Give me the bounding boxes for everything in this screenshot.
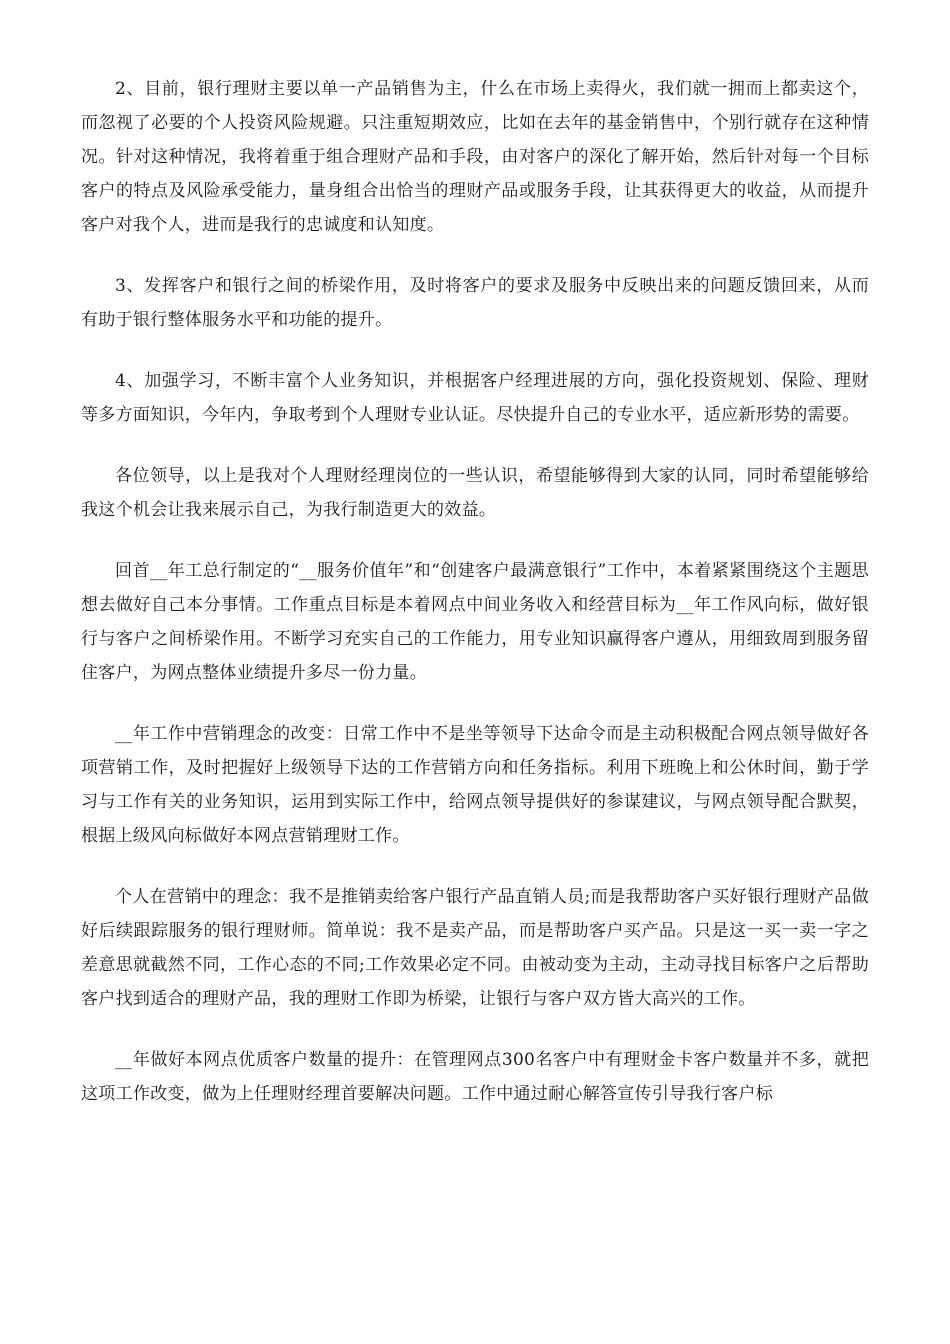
paragraph-closing-remarks: 各位领导，以上是我对个人理财经理岗位的一些认识，希望能够得到大家的认同，同时希望能够给我这个机会让我来展示自己，为我行制造更大的效益。	[81, 466, 869, 520]
paragraph-personal-marketing-concept: 个人在营销中的理念：我不是推销卖给客户银行产品直销人员;而是我帮助客户买好银行理财产品做好后续跟踪服务的银行理财师。简单说：我不是卖产品，而是帮助客户买产品。只是这一买一卖一字之差意思就截然不同，工作心态的不同;工作效果必定不同。由被动变为主动，主动寻找目标客户之后帮助客户找到适合的理财产品，我的理财工作即为桥梁，让银行与客户双方皆大高兴的工作。	[81, 887, 869, 1009]
paragraph-item-3: 3、发挥客户和银行之间的桥梁作用，及时将客户的要求及服务中反映出来的问题反馈回来，从而有助于银行整体服务水平和功能的提升。	[81, 276, 869, 330]
document-page	[81, 72, 869, 1138]
paragraph-item-2: 2、目前，银行理财主要以单一产品销售为主，什么在市场上卖得火，我们就一拥而上都卖这个，而忽视了必要的个人投资风险规避。只注重短期效应，比如在去年的基金销售中，个别行就存在这种情况。针对这种情况，我将着重于组合理财产品和手段，由对客户的深化了解开始，然后针对每一个目标客户的特点及风险承受能力，量身组合出恰当的理财产品或服务手段，让其获得更大的收益，从而提升客户对我个人，进而是我行的忠诚度和认知度。	[81, 79, 869, 235]
paragraph-review: 回首__年工总行制定的“__服务价值年”和“创建客户最满意银行”工作中，本着紧紧围绕这个主题思想去做好自己本分事情。工作重点目标是本着网点中间业务收入和经营目标为__年工作风向标，做好银行与客户之间桥梁作用。不断学习充实自己的工作能力，用专业知识赢得客户遵从，用细致周到服务留住客户，为网点整体业绩提升多尽一份力量。	[81, 561, 869, 683]
paragraph-item-4: 4、加强学习，不断丰富个人业务知识，并根据客户经理进展的方向，强化投资规划、保险、理财等多方面知识，今年内，争取考到个人理财专业认证。尽快提升自己的专业水平，适应新形势的需要。	[81, 371, 869, 425]
paragraph-marketing-concept-change: __年工作中营销理念的改变：日常工作中不是坐等领导下达命令而是主动积极配合网点领导做好各项营销工作，及时把握好上级领导下达的工作营销方向和任务指标。利用下班晚上和公休时间，勤于学习与工作有关的业务知识，运用到实际工作中，给网点领导提供好的参谋建议，与网点领导配合默契，根据上级风向标做好本网点营销理财工作。	[81, 724, 869, 846]
paragraph-quality-customers: __年做好本网点优质客户数量的提升：在管理网点300名客户中有理财金卡客户数量并不多，就把这项工作改变，做为上任理财经理首要解决问题。工作中通过耐心解答宣传引导我行客户标	[81, 1050, 869, 1104]
